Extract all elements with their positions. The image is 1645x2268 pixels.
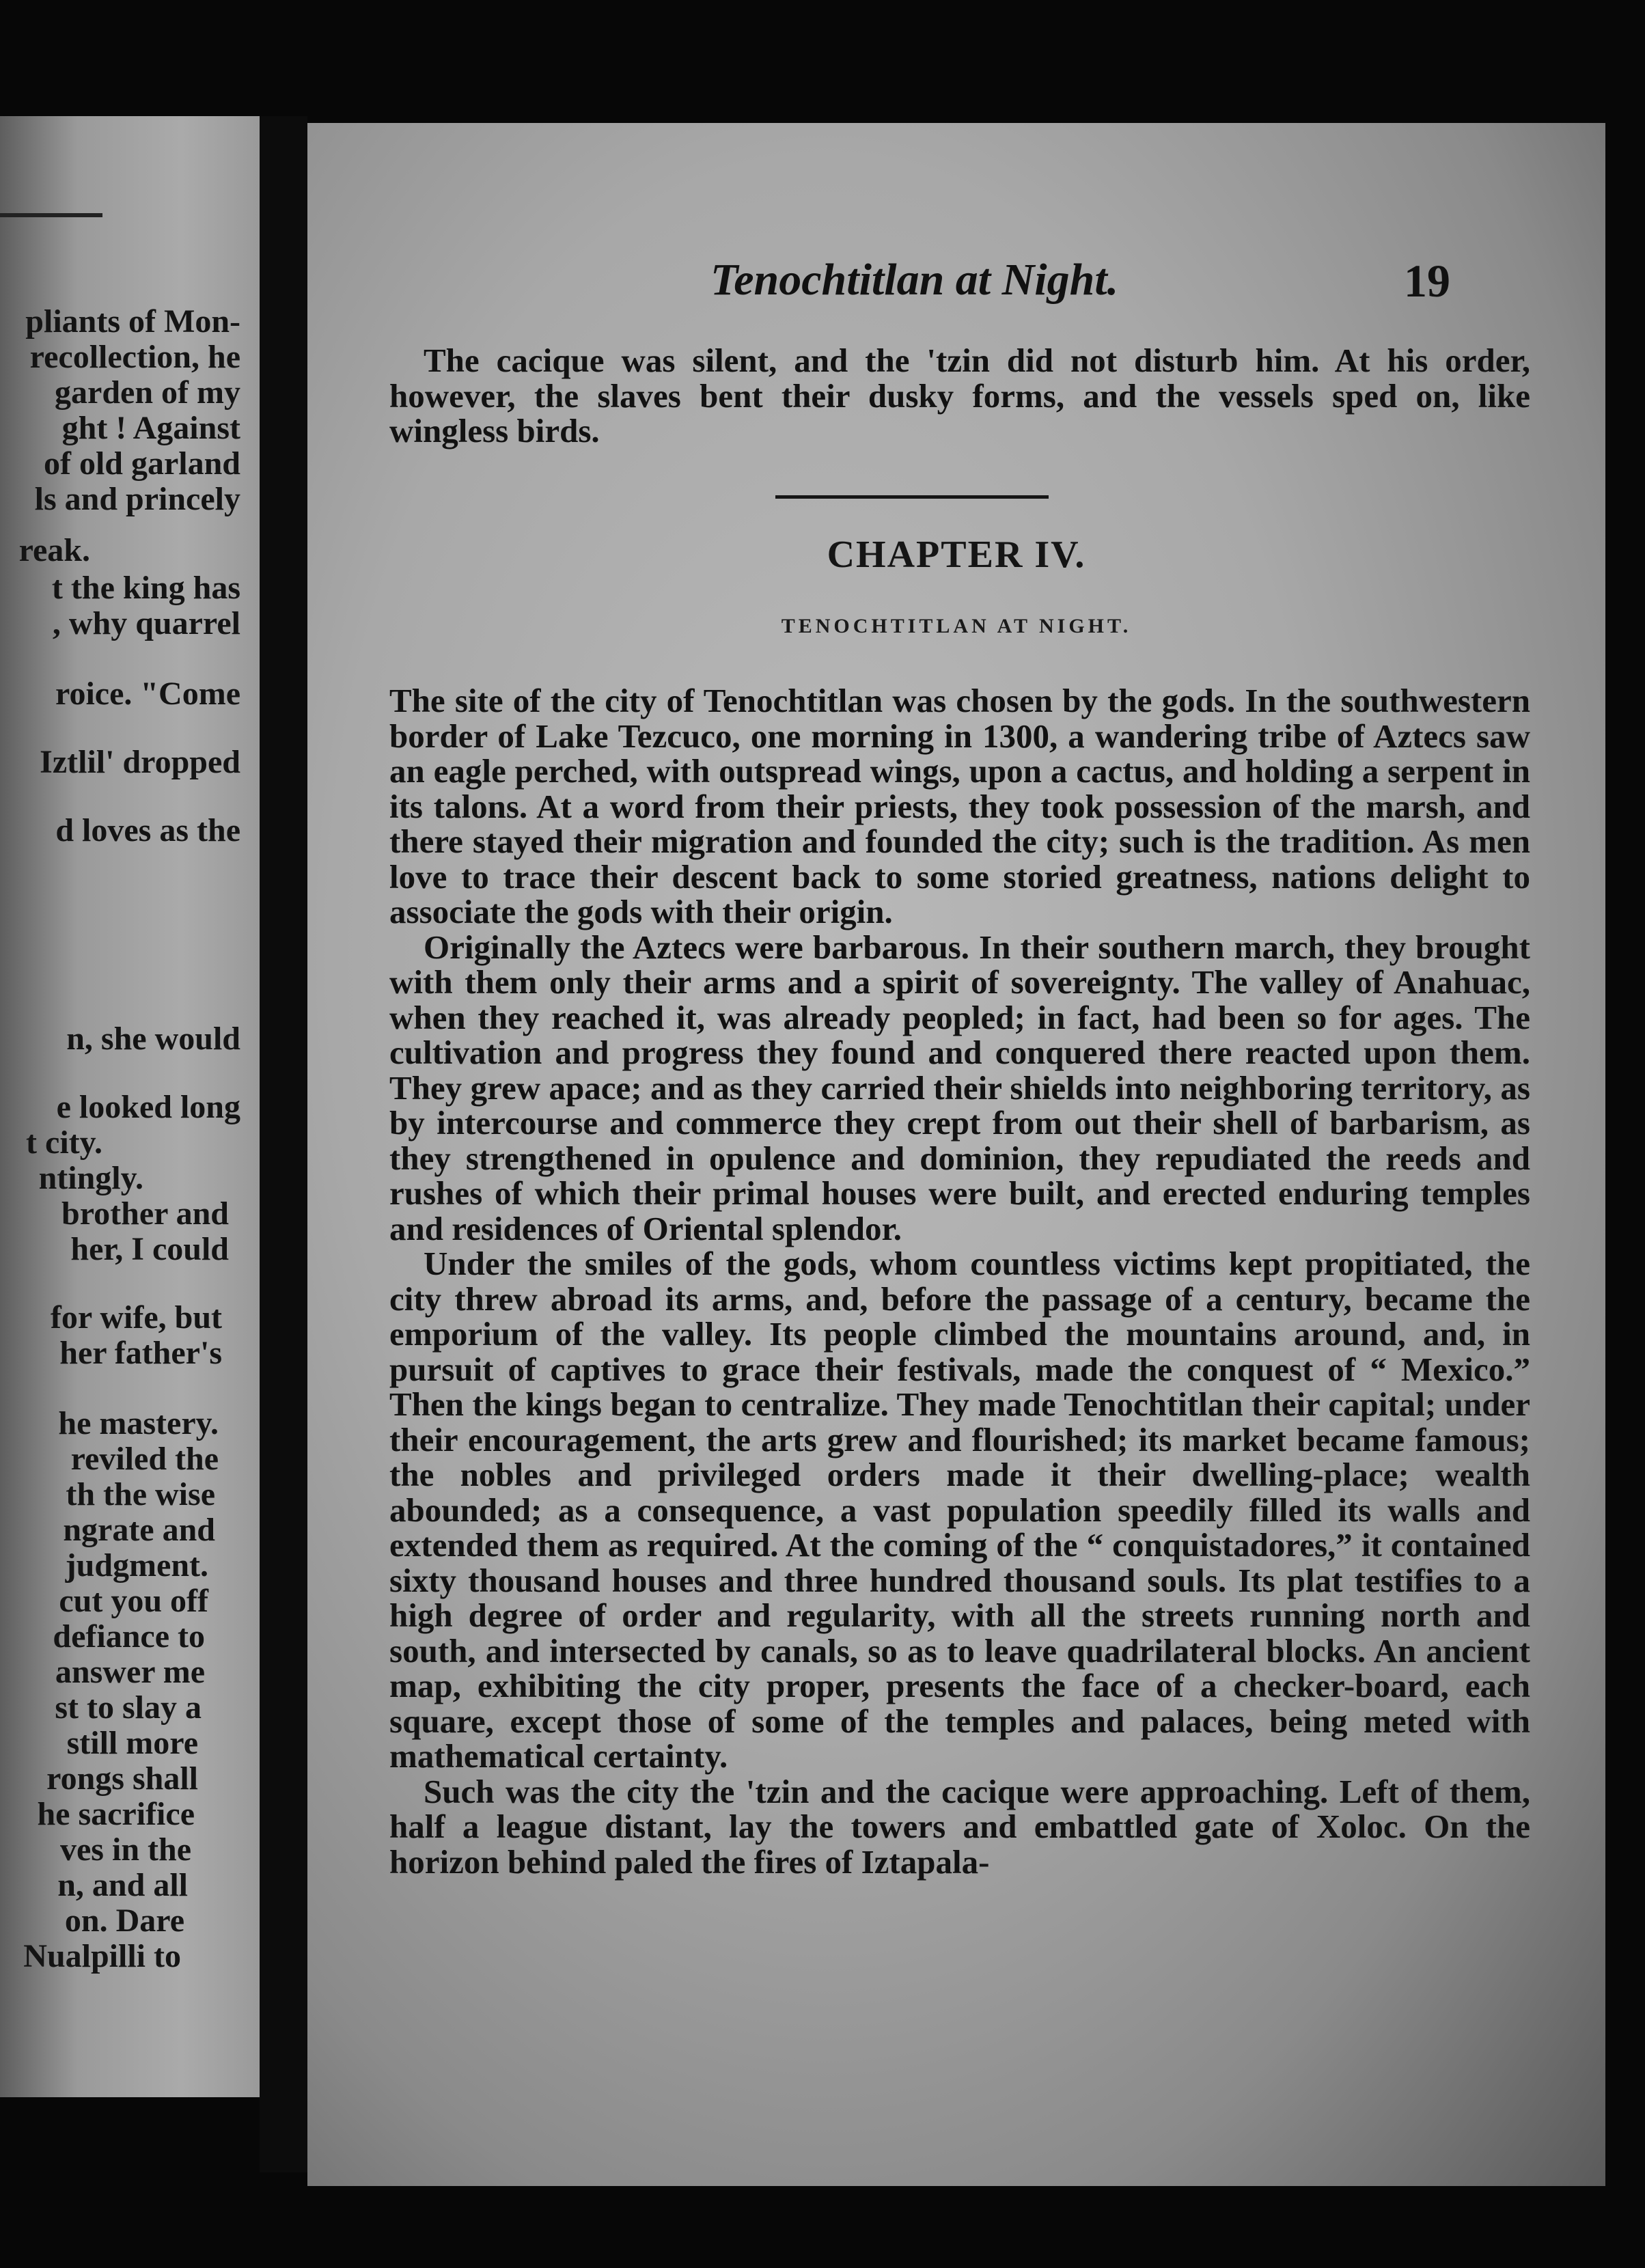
left-line: her, I could (70, 1231, 229, 1267)
left-line: t city. (26, 1124, 102, 1161)
left-line: n, she would (66, 1021, 240, 1057)
left-line: n, and all (57, 1867, 188, 1903)
chapter-heading: CHAPTER IV. (827, 534, 1086, 576)
left-line: recollection, he (29, 339, 240, 375)
left-line: Nualpilli to (23, 1938, 181, 1974)
section-divider (775, 495, 1049, 499)
left-page-fragment (0, 116, 260, 2097)
left-line: of old garland (43, 445, 240, 482)
intro-paragraph: The cacique was silent, and the 'tzin did not disturb him. At his order, however, the slaves bent their dusky forms, and the vessels sped on, like wingless birds. (389, 342, 1530, 450)
page-number: 19 (1404, 255, 1450, 307)
left-line: ngrate and (63, 1512, 215, 1548)
book-binding (260, 116, 307, 2172)
left-line: t the king has (51, 570, 240, 606)
left-line: reviled the (70, 1441, 219, 1477)
body-paragraph: The site of the city of Tenochtitlan was chosen by the gods. In the southwestern border of Lake Tezcuco, one morning in 1300, a wandering tribe of Aztecs saw an eagle perched, with outspread wings, upon a cactus, and holding a serpent in its talons. At a word from their priests, they took possession of the marsh, and there stayed their migration and founded the city; such is the tradition. As men love to trace their descent back to some storied greatness, nations delight to associate the gods with their origin. (389, 682, 1530, 930)
left-line: ls and princely (34, 481, 240, 517)
left-line: answer me (55, 1654, 205, 1690)
left-line: , why quarrel (52, 605, 240, 641)
body-paragraph: Under the smiles of the gods, whom countless victims kept propitiated, the city threw abroad its arms, and, before the passage of a century, became the emporium of the valley. Its people climbed the mountains around, and, in pursuit of captives to grace their festivals, made the conquest of “ Mexico.” Then the kings began to centralize. They made Tenochtitlan their capital; under their encouragement, the arts grew and flourished; its market became famous; the nobles and privileged orders made it their dwelling-place; wealth abounded; as a consequence, a vast population speedily filled its walls and extended them as required. At the coming of the “ conquistadores,” it contained sixty thousand houses and three hundred thousand souls. Its plat testifies to a high degree of order and regularity, with all the streets running north and south, and intersected by canals, so as to leave quadrilateral blocks. An ancient map, exhibiting the city proper, presents the face of a checker-board, each square, except those of some of the temples and palaces, being meted with mathematical certainty. (389, 1245, 1530, 1775)
left-line: reak. (18, 532, 90, 568)
left-line: ves in the (60, 1831, 191, 1868)
left-line: still more (66, 1725, 198, 1761)
left-line: he sacrifice (37, 1796, 195, 1832)
left-line: cut you off (59, 1583, 208, 1619)
body-paragraph: Such was the city the 'tzin and the cacique were approaching. Left of them, half a league distant, lay the towers and embattled gate of Xoloc. On the horizon behind paled the fires of Iztapala- (389, 1772, 1530, 1881)
intro-paragraph-block (389, 343, 1530, 449)
left-line: roice. "Come (55, 676, 240, 712)
left-line: defiance to (53, 1618, 205, 1655)
right-page (307, 123, 1605, 2186)
left-line: garden of my (55, 374, 240, 411)
chapter-subtitle: TENOCHTITLAN AT NIGHT. (781, 615, 1132, 637)
left-line: judgment. (65, 1547, 208, 1584)
left-line: her father's (59, 1335, 222, 1371)
chapter-body (389, 683, 1530, 1879)
left-line: he mastery. (58, 1405, 219, 1441)
left-line: ntingly. (38, 1160, 143, 1196)
left-page-rule (0, 213, 102, 217)
left-line: brother and (61, 1195, 229, 1232)
left-line: Iztlil' dropped (40, 744, 240, 780)
left-line: ght ! Against (61, 410, 240, 446)
left-line: for wife, but (50, 1299, 222, 1336)
left-line: th the wise (66, 1476, 215, 1512)
body-paragraph: Originally the Aztecs were barbarous. In their southern march, they brought with them only their arms and a spirit of sovereignty. The valley of Anahuac, when they reached it, was already peopled; in fact, had been so for ages. The cultivation and progress they found and conquered there reacted upon them. They grew apace; and as they carried their shields into neighboring territory, as by intercourse and commerce they crept from out their shell of barbarism, as they strengthened in opulence and dominion, they repudiated the reeds and rushes of which their primal houses were built, and erected enduring temples and residences of Oriental splendor. (389, 928, 1530, 1247)
left-line: d loves as the (55, 812, 240, 848)
running-head (307, 254, 1605, 316)
running-title: Tenochtitlan at Night. (710, 255, 1119, 305)
left-line: pliants of Mon- (25, 303, 240, 340)
left-line: e looked long (56, 1089, 240, 1125)
left-line: st to slay a (55, 1689, 202, 1726)
left-line: on. Dare (64, 1903, 184, 1939)
left-line: rongs shall (46, 1760, 198, 1797)
